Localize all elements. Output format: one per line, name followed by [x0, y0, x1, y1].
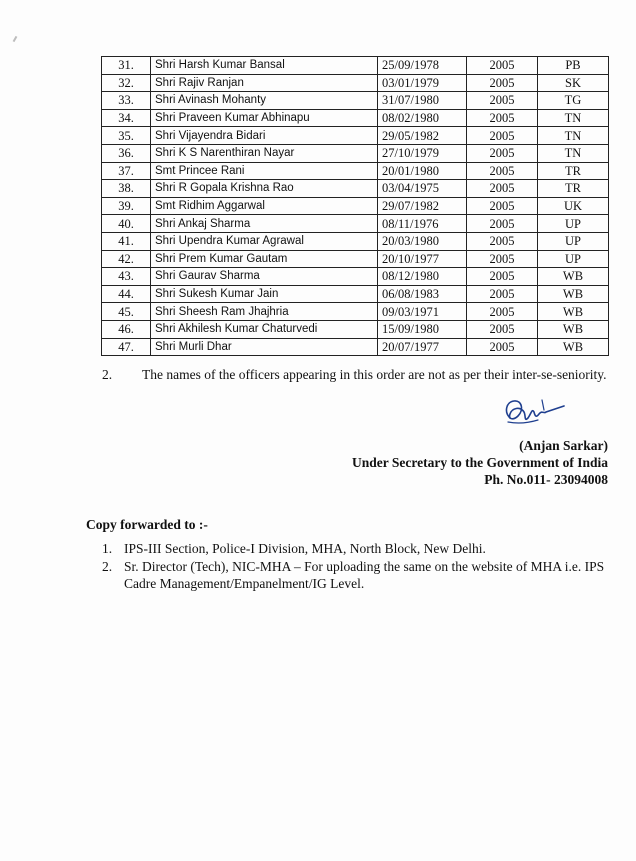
copy-item-text: IPS-III Section, Police-I Division, MHA, North Block, New Delhi.	[124, 541, 486, 556]
cadre-cell: WB	[538, 303, 609, 321]
cadre-cell: SK	[538, 74, 609, 92]
batch-cell: 2005	[467, 215, 538, 233]
serial-number-cell: 36.	[102, 144, 151, 162]
batch-cell: 2005	[467, 180, 538, 198]
table-row	[102, 268, 609, 286]
copy-item-number: 2.	[102, 559, 113, 574]
cadre-cell: TG	[538, 92, 609, 110]
table-row	[102, 74, 609, 92]
cadre-cell: TN	[538, 144, 609, 162]
table-row	[102, 180, 609, 198]
date-of-birth-cell: 09/03/1971	[378, 303, 467, 321]
serial-number-cell: 39.	[102, 197, 151, 215]
paragraph-number: 2.	[102, 367, 113, 382]
serial-number-cell: 34.	[102, 109, 151, 127]
cadre-cell: WB	[538, 320, 609, 338]
batch-cell: 2005	[467, 92, 538, 110]
officer-name-cell: Shri Gaurav Sharma	[151, 268, 378, 286]
officer-name-cell: Shri Sukesh Kumar Jain	[151, 285, 378, 303]
signatory-phone: Ph. No.011- 23094008	[484, 472, 608, 487]
table-row	[102, 232, 609, 250]
batch-cell: 2005	[467, 109, 538, 127]
date-of-birth-cell: 03/01/1979	[378, 74, 467, 92]
date-of-birth-cell: 03/04/1975	[378, 180, 467, 198]
officers-table-body	[102, 57, 609, 356]
handwritten-signature	[498, 392, 570, 432]
serial-number-cell: 37.	[102, 162, 151, 180]
cadre-cell: UK	[538, 197, 609, 215]
officer-name-cell: Shri Upendra Kumar Agrawal	[151, 232, 378, 250]
signatory-designation: Under Secretary to the Government of India	[352, 455, 608, 470]
date-of-birth-cell: 20/10/1977	[378, 250, 467, 268]
officers-table	[101, 56, 609, 356]
batch-cell: 2005	[467, 338, 538, 356]
table-row	[102, 303, 609, 321]
note-paragraph	[102, 366, 608, 384]
table-row	[102, 127, 609, 145]
cadre-cell: WB	[538, 338, 609, 356]
officer-name-cell: Shri Vijayendra Bidari	[151, 127, 378, 145]
cadre-cell: UP	[538, 232, 609, 250]
batch-cell: 2005	[467, 232, 538, 250]
date-of-birth-cell: 08/12/1980	[378, 268, 467, 286]
officer-name-cell: Shri R Gopala Krishna Rao	[151, 180, 378, 198]
signatory-name: (Anjan Sarkar)	[519, 438, 608, 453]
date-of-birth-cell: 29/05/1982	[378, 127, 467, 145]
cadre-cell: WB	[538, 285, 609, 303]
cadre-cell: TR	[538, 162, 609, 180]
cadre-cell: PB	[538, 57, 609, 75]
batch-cell: 2005	[467, 268, 538, 286]
date-of-birth-cell: 20/07/1977	[378, 338, 467, 356]
signatory-block	[352, 437, 608, 488]
copy-item-text: Sr. Director (Tech), NIC-MHA – For uploading the same on the website of MHA i.e. IPS Cadre Management/Empanelment/IG Level.	[124, 559, 605, 591]
date-of-birth-cell: 08/02/1980	[378, 109, 467, 127]
table-row	[102, 250, 609, 268]
serial-number-cell: 45.	[102, 303, 151, 321]
cadre-cell: TN	[538, 127, 609, 145]
serial-number-cell: 32.	[102, 74, 151, 92]
batch-cell: 2005	[467, 127, 538, 145]
cadre-cell: UP	[538, 250, 609, 268]
batch-cell: 2005	[467, 320, 538, 338]
copy-forwarded-heading: Copy forwarded to :-	[86, 517, 208, 532]
cadre-cell: TR	[538, 180, 609, 198]
batch-cell: 2005	[467, 74, 538, 92]
serial-number-cell: 33.	[102, 92, 151, 110]
table-row	[102, 57, 609, 75]
serial-number-cell: 40.	[102, 215, 151, 233]
date-of-birth-cell: 20/01/1980	[378, 162, 467, 180]
table-row	[102, 320, 609, 338]
serial-number-cell: 35.	[102, 127, 151, 145]
serial-number-cell: 46.	[102, 320, 151, 338]
officer-name-cell: Shri Akhilesh Kumar Chaturvedi	[151, 320, 378, 338]
cadre-cell: UP	[538, 215, 609, 233]
batch-cell: 2005	[467, 197, 538, 215]
officer-name-cell: Shri Harsh Kumar Bansal	[151, 57, 378, 75]
serial-number-cell: 41.	[102, 232, 151, 250]
officer-name-cell: Shri Sheesh Ram Jhajhria	[151, 303, 378, 321]
batch-cell: 2005	[467, 303, 538, 321]
serial-number-cell: 31.	[102, 57, 151, 75]
table-row	[102, 162, 609, 180]
date-of-birth-cell: 25/09/1978	[378, 57, 467, 75]
copy-item-number: 1.	[102, 541, 113, 556]
table-row	[102, 215, 609, 233]
batch-cell: 2005	[467, 144, 538, 162]
officer-name-cell: Shri Praveen Kumar Abhinapu	[151, 109, 378, 127]
batch-cell: 2005	[467, 250, 538, 268]
batch-cell: 2005	[467, 285, 538, 303]
officer-name-cell: Smt Ridhim Aggarwal	[151, 197, 378, 215]
cadre-cell: WB	[538, 268, 609, 286]
date-of-birth-cell: 20/03/1980	[378, 232, 467, 250]
officer-name-cell: Shri Ankaj Sharma	[151, 215, 378, 233]
table-row	[102, 338, 609, 356]
serial-number-cell: 44.	[102, 285, 151, 303]
table-row	[102, 92, 609, 110]
date-of-birth-cell: 31/07/1980	[378, 92, 467, 110]
serial-number-cell: 42.	[102, 250, 151, 268]
table-row	[102, 197, 609, 215]
date-of-birth-cell: 08/11/1976	[378, 215, 467, 233]
cadre-cell: TN	[538, 109, 609, 127]
officer-name-cell: Shri Murli Dhar	[151, 338, 378, 356]
paragraph-text: The names of the officers appearing in this order are not as per their inter-se-seniority.	[142, 367, 607, 382]
serial-number-cell: 38.	[102, 180, 151, 198]
date-of-birth-cell: 29/07/1982	[378, 197, 467, 215]
table-row	[102, 144, 609, 162]
scan-speck	[13, 36, 18, 42]
officer-name-cell: Shri Avinash Mohanty	[151, 92, 378, 110]
serial-number-cell: 47.	[102, 338, 151, 356]
serial-number-cell: 43.	[102, 268, 151, 286]
officer-name-cell: Shri Rajiv Ranjan	[151, 74, 378, 92]
date-of-birth-cell: 06/08/1983	[378, 285, 467, 303]
copy-item-2	[102, 558, 612, 592]
officer-name-cell: Shri K S Narenthiran Nayar	[151, 144, 378, 162]
copy-item-1	[102, 540, 612, 557]
copy-forwarded-list	[102, 540, 612, 593]
batch-cell: 2005	[467, 57, 538, 75]
officer-name-cell: Smt Princee Rani	[151, 162, 378, 180]
table-row	[102, 285, 609, 303]
date-of-birth-cell: 15/09/1980	[378, 320, 467, 338]
batch-cell: 2005	[467, 162, 538, 180]
date-of-birth-cell: 27/10/1979	[378, 144, 467, 162]
table-row	[102, 109, 609, 127]
officer-name-cell: Shri Prem Kumar Gautam	[151, 250, 378, 268]
